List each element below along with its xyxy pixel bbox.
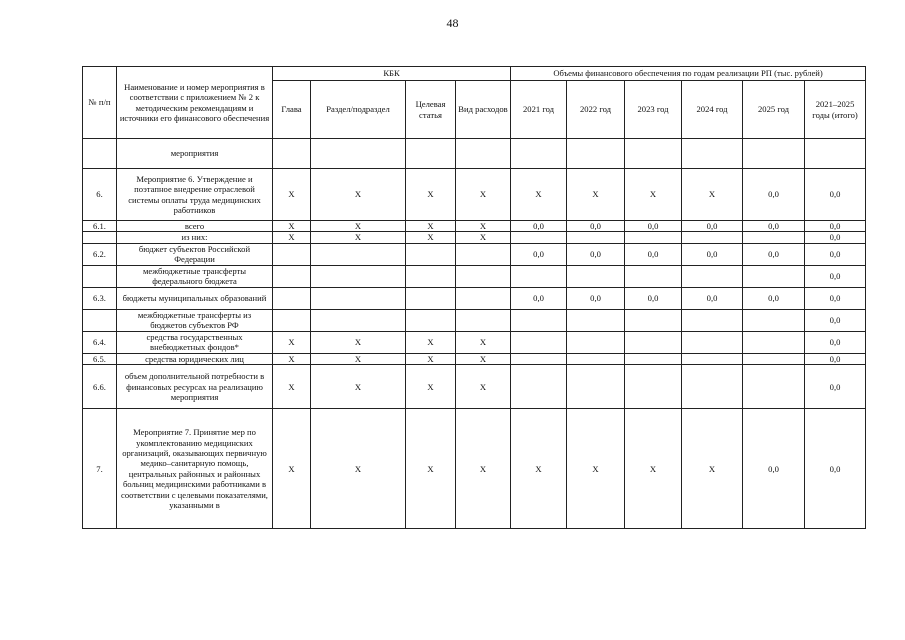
row-number: 6.2. <box>83 243 117 265</box>
row-cell <box>567 309 625 331</box>
header-year-2025: 2025 год <box>743 81 805 139</box>
table-row <box>83 139 866 169</box>
row-cell <box>511 353 567 364</box>
header-vid-raskhodov: Вид расходов <box>456 81 511 139</box>
row-cell: 0,0 <box>567 287 625 309</box>
row-cell: X <box>682 409 743 529</box>
row-cell: 0,0 <box>511 243 567 265</box>
row-cell <box>567 139 625 169</box>
row-number <box>83 265 117 287</box>
row-cell: X <box>456 169 511 221</box>
row-cell <box>406 243 456 265</box>
header-kbk: КБК <box>273 67 511 81</box>
row-cell: 0,0 <box>625 287 682 309</box>
row-cell: X <box>273 353 311 364</box>
row-cell <box>625 232 682 243</box>
table-body <box>83 139 866 529</box>
row-cell <box>273 243 311 265</box>
row-cell: 0,0 <box>743 287 805 309</box>
table-row <box>83 331 866 353</box>
row-cell: X <box>406 232 456 243</box>
row-cell: X <box>273 331 311 353</box>
row-cell: X <box>273 365 311 409</box>
header-num: № п/п <box>83 67 117 139</box>
row-cell <box>625 309 682 331</box>
row-cell: X <box>273 169 311 221</box>
row-cell: X <box>311 221 406 232</box>
header-year-2021: 2021 год <box>511 81 567 139</box>
row-cell <box>625 331 682 353</box>
header-glava: Глава <box>273 81 311 139</box>
row-cell <box>273 287 311 309</box>
row-cell: 0,0 <box>805 232 866 243</box>
row-cell <box>273 265 311 287</box>
row-number <box>83 232 117 243</box>
row-cell: X <box>456 331 511 353</box>
row-cell: X <box>406 353 456 364</box>
row-cell: X <box>682 169 743 221</box>
row-cell <box>456 265 511 287</box>
funding-table <box>82 66 866 529</box>
row-cell: X <box>311 169 406 221</box>
row-cell <box>625 365 682 409</box>
row-cell <box>743 353 805 364</box>
row-cell <box>406 265 456 287</box>
row-cell: X <box>406 365 456 409</box>
header-total: 2021–2025 годы (итого) <box>805 81 866 139</box>
header-razdel: Раздел/подраздел <box>311 81 406 139</box>
row-cell <box>682 232 743 243</box>
row-cell <box>743 331 805 353</box>
table-row <box>83 243 866 265</box>
row-cell: X <box>567 169 625 221</box>
row-cell <box>273 139 311 169</box>
row-cell: X <box>625 409 682 529</box>
row-cell: 0,0 <box>682 243 743 265</box>
row-cell: X <box>311 232 406 243</box>
header-celevaya-statya: Целевая статья <box>406 81 456 139</box>
row-name: межбюджетные трансферты федерального бюджета <box>117 265 273 287</box>
row-cell: X <box>406 409 456 529</box>
row-cell: 0,0 <box>625 243 682 265</box>
row-cell <box>805 139 866 169</box>
row-cell: 0,0 <box>682 221 743 232</box>
row-name: Мероприятие 7. Принятие мер по укомплектованию медицинских организаций, оказывающих первичную медико–санитарную помощь, центральных районных и районных больниц медицинскими работниками в соответствии с целевыми показателями, указанными в <box>117 409 273 529</box>
row-number: 6.3. <box>83 287 117 309</box>
row-cell: 0,0 <box>805 265 866 287</box>
table-row <box>83 221 866 232</box>
row-number <box>83 139 117 169</box>
row-cell: 0,0 <box>805 353 866 364</box>
row-cell <box>682 139 743 169</box>
row-cell <box>511 309 567 331</box>
row-number: 6.5. <box>83 353 117 364</box>
table-row <box>83 232 866 243</box>
row-cell: X <box>273 221 311 232</box>
row-number: 6.1. <box>83 221 117 232</box>
row-number <box>83 309 117 331</box>
row-cell <box>511 331 567 353</box>
row-cell: 0,0 <box>805 243 866 265</box>
row-cell: X <box>273 409 311 529</box>
row-cell <box>511 365 567 409</box>
row-cell: X <box>456 221 511 232</box>
row-cell: X <box>456 409 511 529</box>
row-name: Мероприятие 6. Утверждение и поэтапное внедрение отраслевой системы оплаты труда медицинских работников <box>117 169 273 221</box>
row-cell <box>743 309 805 331</box>
row-cell: X <box>625 169 682 221</box>
row-cell <box>743 365 805 409</box>
row-cell <box>682 331 743 353</box>
row-cell: X <box>311 409 406 529</box>
row-cell: X <box>406 331 456 353</box>
row-cell: 0,0 <box>805 309 866 331</box>
row-cell <box>625 265 682 287</box>
row-cell <box>456 287 511 309</box>
row-cell: 0,0 <box>743 221 805 232</box>
row-cell: 0,0 <box>567 221 625 232</box>
row-cell: 0,0 <box>743 409 805 529</box>
row-cell <box>406 139 456 169</box>
row-name: мероприятия <box>117 139 273 169</box>
row-cell: 0,0 <box>682 287 743 309</box>
row-cell: X <box>311 365 406 409</box>
table-row <box>83 169 866 221</box>
table-row <box>83 287 866 309</box>
row-cell: X <box>567 409 625 529</box>
row-cell: 0,0 <box>743 169 805 221</box>
row-cell: 0,0 <box>805 409 866 529</box>
row-cell: 0,0 <box>805 287 866 309</box>
row-cell <box>682 365 743 409</box>
row-cell <box>311 243 406 265</box>
row-name: бюджеты муниципальных образований <box>117 287 273 309</box>
row-cell: X <box>456 353 511 364</box>
row-number: 7. <box>83 409 117 529</box>
page-number: 48 <box>446 16 459 30</box>
row-cell: X <box>406 169 456 221</box>
row-cell <box>311 139 406 169</box>
row-cell <box>456 243 511 265</box>
row-cell <box>511 139 567 169</box>
row-cell: X <box>311 331 406 353</box>
row-cell <box>511 232 567 243</box>
header-funding: Объемы финансового обеспечения по годам реализации РП (тыс. рублей) <box>511 67 866 81</box>
row-cell <box>625 139 682 169</box>
row-name: межбюджетные трансферты из бюджетов субъектов РФ <box>117 309 273 331</box>
row-cell: X <box>456 365 511 409</box>
row-cell <box>682 265 743 287</box>
row-cell: 0,0 <box>511 221 567 232</box>
row-number: 6.6. <box>83 365 117 409</box>
row-cell <box>311 265 406 287</box>
header-year-2024: 2024 год <box>682 81 743 139</box>
row-cell <box>456 139 511 169</box>
header-year-2022: 2022 год <box>567 81 625 139</box>
row-cell: X <box>511 409 567 529</box>
row-name: средства юридических лиц <box>117 353 273 364</box>
row-cell <box>682 353 743 364</box>
row-cell <box>567 331 625 353</box>
row-name: объем дополнительной потребности в финансовых ресурсах на реализацию мероприятия <box>117 365 273 409</box>
row-cell: 0,0 <box>743 243 805 265</box>
header-name: Наименование и номер мероприятия в соответствии с приложением № 2 к методическим рекомендациям и источники его финансового обеспечения <box>117 67 273 139</box>
row-cell <box>743 232 805 243</box>
row-number: 6. <box>83 169 117 221</box>
row-cell <box>682 309 743 331</box>
row-name: средства государственных внебюджетных фондов* <box>117 331 273 353</box>
row-cell <box>567 353 625 364</box>
row-cell: 0,0 <box>805 221 866 232</box>
row-cell <box>625 353 682 364</box>
row-name: из них: <box>117 232 273 243</box>
table-row <box>83 365 866 409</box>
table-row <box>83 265 866 287</box>
row-cell <box>743 139 805 169</box>
row-cell <box>567 265 625 287</box>
table-row <box>83 353 866 364</box>
row-cell <box>567 232 625 243</box>
table-row <box>83 409 866 529</box>
row-cell: X <box>456 232 511 243</box>
row-cell <box>406 287 456 309</box>
row-cell: X <box>311 353 406 364</box>
row-cell: 0,0 <box>805 365 866 409</box>
row-cell: 0,0 <box>567 243 625 265</box>
row-number: 6.4. <box>83 331 117 353</box>
row-cell <box>273 309 311 331</box>
row-cell <box>743 265 805 287</box>
row-cell <box>311 309 406 331</box>
row-name: бюджет субъектов Российской Федерации <box>117 243 273 265</box>
row-cell: 0,0 <box>805 331 866 353</box>
row-cell: 0,0 <box>511 287 567 309</box>
row-cell: 0,0 <box>625 221 682 232</box>
row-cell: X <box>406 221 456 232</box>
row-cell <box>311 287 406 309</box>
row-cell: X <box>273 232 311 243</box>
row-cell <box>511 265 567 287</box>
row-cell <box>456 309 511 331</box>
row-cell <box>406 309 456 331</box>
table-row <box>83 309 866 331</box>
row-cell: X <box>511 169 567 221</box>
row-cell: 0,0 <box>805 169 866 221</box>
header-year-2023: 2023 год <box>625 81 682 139</box>
row-name: всего <box>117 221 273 232</box>
row-cell <box>567 365 625 409</box>
